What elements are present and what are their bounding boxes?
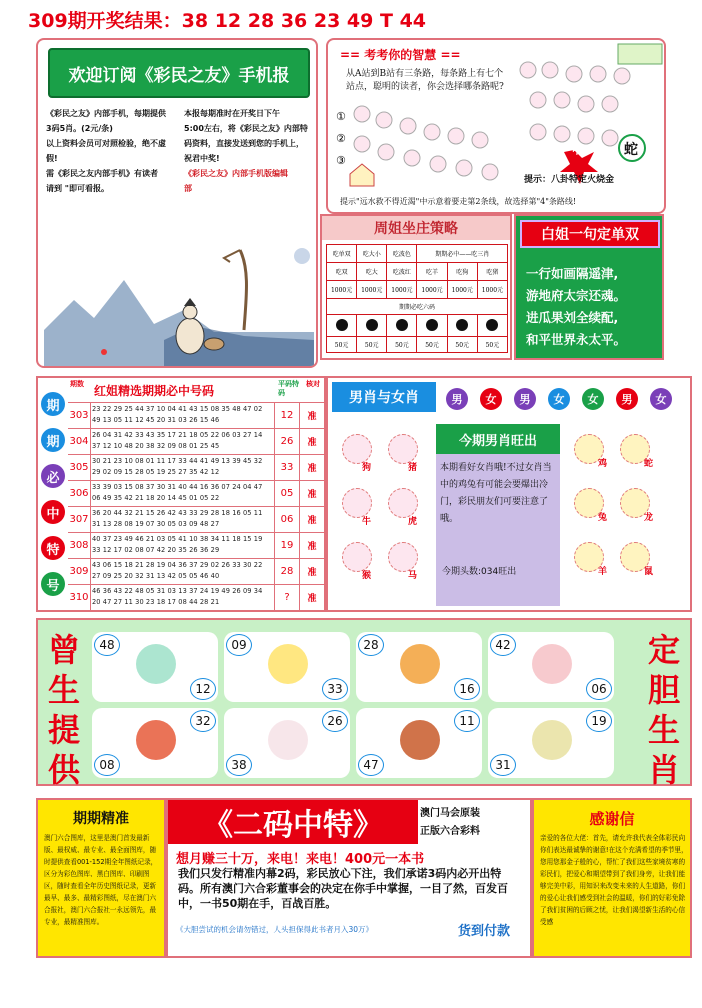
char: 提	[47, 711, 80, 749]
zodiac-label: 鸡	[598, 459, 608, 469]
char: 供	[47, 751, 80, 789]
poem-line: 和平世界永太平。	[526, 332, 627, 347]
cell: 吃狗	[447, 263, 477, 281]
zodiac-animal-icon	[268, 644, 308, 684]
text-line: 本报每期准时在开奖日下午	[184, 109, 280, 118]
cell: 吃双	[327, 263, 357, 281]
male-zodiac-box	[436, 424, 560, 606]
mid-head: 今期头数:034旺出	[442, 567, 517, 577]
period-number: 309	[68, 559, 91, 584]
pick-row	[68, 480, 324, 507]
puzzle-hint: 提示：八卦特定火烧金	[524, 175, 615, 185]
left-text: 澳门六合图库，这里是澳门首发最新版、最权威、最专业、最全面图库，随时提供查看001-152期全年图纸记录，区分为彩色图库、黑白图库、印刷图区，随时查看全年历史图纸记录，更新最早、最多、最精彩图纸，尽在澳门六合报社，澳门六合报社一永远领先，最专业，最精准图库。	[44, 834, 158, 926]
cell: 50元	[357, 337, 387, 353]
text-line: 假!	[46, 154, 58, 163]
zodiac-label: 鼠	[644, 567, 654, 577]
side-char: 期	[41, 392, 65, 416]
pick-row	[68, 428, 324, 455]
puzzle-panel	[326, 38, 666, 214]
cell: 1000元	[477, 281, 507, 299]
number-bottom: 08	[94, 754, 120, 776]
number-card	[92, 708, 218, 778]
path-1-label: ①	[336, 110, 346, 123]
text-line: 3码5肖。(2元/条)	[46, 124, 113, 133]
number-bottom: 33	[322, 678, 348, 700]
dot-cell	[417, 315, 447, 337]
char: 生	[47, 671, 80, 709]
cell: 1000元	[417, 281, 447, 299]
number-card	[488, 632, 614, 702]
side-char: 期	[41, 428, 65, 452]
main-sub2: 正版六合彩料	[420, 826, 480, 837]
cell: 50元	[477, 337, 507, 353]
gender-tag: 男	[616, 388, 638, 410]
gender-tag: 男	[446, 388, 468, 410]
text-line: 请到 "即可看报。	[46, 184, 109, 193]
left-title: 期期精准	[73, 811, 129, 827]
cell: 吃波红	[387, 263, 417, 281]
subscribe-col2	[184, 106, 316, 196]
right-title: 感谢信	[589, 810, 635, 828]
special-code: 19	[274, 533, 300, 558]
number-top: 48	[94, 634, 120, 656]
check-mark: 准	[307, 516, 317, 526]
bottom-right-panel	[532, 798, 692, 958]
number-card	[92, 632, 218, 702]
mid-text: 本期看好女肖哦!不过女肖当中的鸡兔有可能会要爆出冷门，彩民朋友们可要注意了哦。	[440, 463, 552, 524]
number-card	[356, 708, 482, 778]
cell: 1000元	[357, 281, 387, 299]
pick-numbers: 26 04 31 42 33 43 35 17 21 18 05 22 06 03 27 14 37 12 10 48 20 38 32 09 08 01 25 45	[92, 431, 263, 450]
picks-title: 红姐精选期期必中号码	[94, 384, 215, 398]
pick-numbers: 30 21 23 10 08 01 11 17 33 44 41 49 13 39 45 32 29 02 09 15 28 05 19 25 27 35 42 12	[92, 457, 263, 476]
special-code: 06	[274, 507, 300, 532]
zodiac-label: 羊	[598, 567, 608, 577]
cell: 50元	[327, 337, 357, 353]
dot-cell	[447, 315, 477, 337]
zodiac-animal-icon	[532, 720, 572, 760]
zodiac-label: 狗	[362, 463, 372, 473]
gender-tag: 男	[514, 388, 536, 410]
period-number: 310	[68, 585, 91, 610]
poem-title: 白姐一句定单双	[520, 220, 660, 248]
pick-numbers: 33 39 03 15 08 37 30 31 40 44 16 36 07 24 04 47 06 49 35 42 21 18 20 14 45 01 05 22	[92, 483, 263, 502]
zodiac-label: 蛇	[644, 459, 654, 469]
period-number: 306	[68, 481, 91, 506]
zodiac-label: 兔	[598, 513, 608, 523]
char: 胆	[647, 671, 680, 709]
number-top: 11	[454, 710, 480, 732]
zodiac-animal-icon	[136, 720, 176, 760]
cell: 1000元	[327, 281, 357, 299]
pick-numbers: 46 36 43 22 48 05 31 03 13 37 24 19 49 26 09 34 20 47 27 11 30 23 18 17 08 44 28 21	[92, 587, 263, 606]
number-bottom: 47	[358, 754, 384, 776]
text-line: 祝君中奖!	[184, 154, 220, 163]
pick-row	[68, 532, 324, 559]
number-top: 42	[490, 634, 516, 656]
pick-row	[68, 558, 324, 585]
period-header: 期数	[70, 380, 84, 388]
path-3-label: ③	[336, 154, 346, 167]
period-number: 307	[68, 507, 91, 532]
pick-numbers: 36 20 44 32 21 15 26 42 43 33 29 28 18 16 05 11 31 13 28 08 19 07 30 05 03 09 48 27	[92, 509, 263, 528]
puzzle-tip: 提示"远水救不得近渴"中示意着要走第2条线，故选择第"4"条路线!	[340, 197, 577, 206]
pick-numbers: 43 06 15 18 21 28 19 04 36 37 29 02 26 33 30 22 27 09 25 20 32 31 13 42 05 05 46 40	[92, 561, 263, 580]
number-bottom: 31	[490, 754, 516, 776]
char: 曾	[47, 631, 80, 669]
number-bottom: 06	[586, 678, 612, 700]
strategy-panel	[320, 214, 512, 360]
pick-row	[68, 454, 324, 481]
cell: 吃大小	[357, 245, 387, 263]
cell: 吃波色	[387, 245, 417, 263]
gender-tag: 女	[548, 388, 570, 410]
poem-line: 进瓜果刘全续配,	[526, 310, 619, 325]
special-code: 33	[274, 455, 300, 480]
cell: 50元	[387, 337, 417, 353]
period-number: 303	[68, 403, 91, 428]
poem-panel	[514, 214, 664, 360]
pick-row	[68, 584, 324, 611]
right-text: 亲爱的各位大佬：首先，请允许我代表全体彩民向你们表达最诚挚的谢意!在这个充满希望的季节里，您用您那金子般的心，帮忙了我们这些家境贫寒的彩民们，把爱心和期望带到了我们身旁，让我们能够完美中彩，用知识来改变未来的人生道路，你们的爱心让我们感受到社会的温暖，你们的好彩免除了我们贫困的后顾之忧，让我们渴望新生活的心信受感	[540, 834, 688, 926]
zodiac-label: 牛	[362, 517, 372, 527]
number-top: 26	[322, 710, 348, 732]
period-number: 304	[68, 429, 91, 454]
gender-title: 男肖与女肖	[332, 382, 436, 412]
check-mark: 准	[307, 464, 317, 474]
check-header: 核对	[306, 380, 320, 388]
check-mark: 准	[307, 568, 317, 578]
cell: 期期必中——吃三肖	[417, 245, 508, 263]
side-char: 号	[41, 572, 65, 596]
number-top: 32	[190, 710, 216, 732]
cell: 1000元	[387, 281, 417, 299]
poem-line: 一行如画隔遥津,	[526, 266, 619, 281]
main-sub1: 澳门马会原装	[420, 808, 480, 819]
check-mark: 准	[307, 490, 317, 500]
zodiac-animal-icon	[400, 644, 440, 684]
picks-panel	[36, 376, 326, 612]
char: 生	[647, 711, 680, 749]
zodiac-label: 猴	[362, 571, 372, 581]
cell: 吃单双	[327, 245, 357, 263]
pick-row	[68, 506, 324, 533]
number-bottom: 16	[454, 678, 480, 700]
text-line: 部	[184, 184, 192, 193]
check-mark: 准	[307, 542, 317, 552]
side-char: 必	[41, 464, 65, 488]
subscribe-panel	[36, 38, 318, 368]
main-body: 我们只发行精准内幕2码，彩民放心下注，我们承诺3码内必开出特码。所有澳门六合彩董事会的决定在你手中掌握，一目了然，百发百中，一书50期在手，百战百胜。	[178, 867, 508, 910]
subscribe-banner: 欢迎订阅《彩民之友》手机报	[48, 48, 310, 98]
char: 定	[647, 631, 680, 669]
special-code: 05	[274, 481, 300, 506]
right-vertical-text	[644, 630, 684, 790]
puzzle-paths-graphic	[328, 40, 666, 214]
mid-title: 今期男肖旺出	[436, 424, 560, 454]
number-cards-panel	[36, 618, 692, 789]
number-top: 09	[226, 634, 252, 656]
code-header: 平码特码	[278, 380, 299, 397]
check-mark: 准	[307, 594, 317, 604]
puzzle-answer: 蛇	[624, 142, 638, 158]
zodiac-animal-icon	[532, 644, 572, 684]
char: 肖	[647, 751, 680, 789]
gender-tag: 女	[582, 388, 604, 410]
gender-panel	[326, 376, 692, 612]
period-number: 305	[68, 455, 91, 480]
number-card	[224, 632, 350, 702]
special-code: 28	[274, 559, 300, 584]
side-char: 中	[41, 500, 65, 524]
number-card	[488, 708, 614, 778]
main-title: 《二码中特》	[168, 800, 418, 844]
puzzle-title: == 考考你的智慧 ==	[340, 48, 461, 62]
text-line: 5:00左右，将《彩民之友》内部特	[184, 124, 308, 133]
text-line: 《彩民之友》内部手机版编辑	[184, 169, 288, 178]
gender-tag: 女	[650, 388, 672, 410]
zodiac-label: 马	[408, 571, 418, 581]
ink-painting-illustration	[44, 240, 314, 366]
number-card	[356, 632, 482, 702]
pick-numbers: 23 22 29 25 44 37 10 04 41 43 15 08 35 48 47 02 49 13 05 11 12 45 20 31 03 26 15 46	[92, 405, 263, 424]
cell: 期期必吃六码	[327, 299, 508, 315]
strategy-title: 周姐坐庄策略	[322, 216, 510, 240]
gender-tag: 女	[480, 388, 502, 410]
zodiac-animal-icon	[136, 644, 176, 684]
zodiac-animal-icon	[400, 720, 440, 760]
number-bottom: 12	[190, 678, 216, 700]
number-top: 19	[586, 710, 612, 732]
cod-label: 货到付款	[458, 924, 511, 939]
text-line: 以上资料会员可对照检验，绝不虚	[46, 139, 166, 148]
cell: 吃猪	[477, 263, 507, 281]
bottom-left-panel	[36, 798, 166, 958]
text-line: 《彩民之友》内部手机，每期提供	[46, 109, 166, 118]
strategy-table	[326, 244, 508, 353]
dot-cell	[327, 315, 357, 337]
special-code: 26	[274, 429, 300, 454]
path-2-label: ②	[336, 132, 346, 145]
cell: 1000元	[447, 281, 477, 299]
cell: 吃大	[357, 263, 387, 281]
main-foot: 《大胆尝试的机会请勿错过，人头担保得此书者月入30万》	[176, 925, 374, 934]
special-code: 12	[274, 403, 300, 428]
draw-result-title: 309期开奖结果：38 12 28 36 23 49 T 44	[28, 10, 427, 32]
picks-side-labels	[38, 378, 68, 610]
left-vertical-text	[44, 630, 84, 790]
cell: 50元	[417, 337, 447, 353]
number-top: 28	[358, 634, 384, 656]
dot-cell	[387, 315, 417, 337]
text-line: 码资料，直接发送到您的手机上，	[184, 139, 304, 148]
subscribe-col1	[46, 106, 172, 196]
special-code: ?	[274, 585, 300, 610]
dot-cell	[477, 315, 507, 337]
main-slogan: 想月赚三十万，来电！来电！400元一本书	[176, 852, 425, 867]
zodiac-label: 猪	[408, 463, 418, 473]
zodiac-label: 龙	[644, 513, 654, 523]
check-mark: 准	[307, 412, 317, 422]
cell: 吃羊	[417, 263, 447, 281]
number-bottom: 38	[226, 754, 252, 776]
bottom-main-panel	[166, 798, 532, 958]
zodiac-animal-icon	[268, 720, 308, 760]
cell: 50元	[447, 337, 477, 353]
pick-numbers: 40 37 23 49 46 21 03 05 41 10 38 34 11 18 15 19 33 12 17 02 08 07 42 20 35 26 36 29	[92, 535, 263, 554]
period-number: 308	[68, 533, 91, 558]
number-card	[224, 708, 350, 778]
poem-line: 游地府太宗还魂。	[526, 288, 627, 303]
zodiac-label: 虎	[408, 517, 418, 527]
dot-cell	[357, 315, 387, 337]
check-mark: 准	[307, 438, 317, 448]
side-char: 特	[41, 536, 65, 560]
pick-row	[68, 402, 324, 429]
text-line: 需《彩民之友内部手机》有读者	[46, 169, 158, 178]
puzzle-question: 从A站到B站有三条路，每条路上有七个站点，聪明的读者，你会选择哪条路呢?	[346, 69, 504, 92]
center-badge: 中	[572, 146, 582, 157]
